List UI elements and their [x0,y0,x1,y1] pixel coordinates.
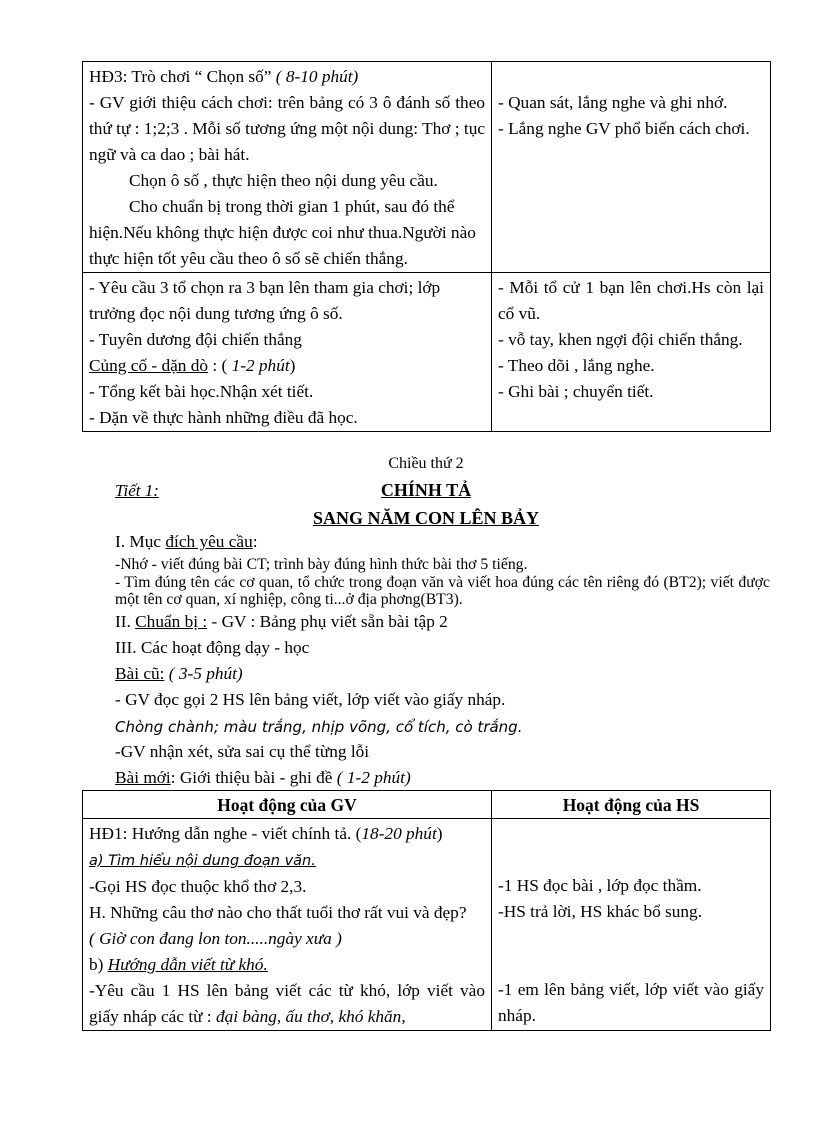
activity-table-top [82,61,771,432]
activities-heading: III. Các hoạt động dạy - học [115,638,310,657]
student-text: - Mỗi tổ cử 1 bạn lên chơi.Hs còn lại cổ vũ. [498,278,764,323]
goal-item: -Nhớ - viết đúng bài CT; trình bày đúng hình thức bài thơ 5 tiếng. [115,556,528,573]
teacher-text: - Tổng kết bài học.Nhận xét tiết. [89,382,314,401]
table-row [83,819,771,1031]
teacher-text: -Yêu cầu 1 HS lên bảng viết các từ khó, lớp viết vào giấy nháp các từ : đại bàng, ấu thơ, khó khăn, [89,981,485,1026]
goal-item: - Tìm đúng tên các cơ quan, tổ chức trong đoạn văn và viết hoa đúng các tên riêng đó (BT2); viết được một tên cơ quan, xí nghiệp, công ti...ở địa phơng(BT3). [115,574,770,608]
teacher-text: -Gọi HS đọc thuộc khổ thơ 2,3. [89,877,307,896]
old-lesson-text: - GV đọc gọi 2 HS lên bảng viết, lớp viết vào giấy nháp. [115,690,506,709]
activity-table-bottom [82,790,771,1031]
teacher-text: - Yêu cầu 3 tổ chọn ra 3 bạn lên tham gia chơi; lớp trưởng đọc nội dung tương ứng ô số. [89,278,441,323]
student-text [498,925,764,951]
teacher-cell [83,819,492,1031]
subject-title: CHÍNH TẢ [380,480,472,500]
old-lesson-text: -GV nhận xét, sửa sai cụ thể từng lỗi [115,742,370,761]
teacher-text: Cho chuẩn bị trong thời gian 1 phút, sau đó thể hiện.Nếu không thực hiện được coi như thua.Người nào thực hiện tốt yêu cầu theo ô số sẽ chiến thắng. [89,197,476,268]
lesson-title: SANG NĂM CON LÊN BẢY [312,508,539,528]
student-text: -1 HS đọc bài , lớp đọc thầm. [498,876,702,895]
summary-heading: Củng cố - dặn dò : ( 1-2 phút) [89,356,296,375]
student-text: - Ghi bài ; chuyển tiết. [498,382,654,401]
activity-heading: HĐ1: Hướng dẫn nghe - viết chính tả. (18-20 phút) [89,824,443,843]
student-text: - vỗ tay, khen ngợi đội chiến thắng. [498,330,743,349]
answer-hint: ( Giờ con đang lon ton.....ngày xưa ) [89,929,342,948]
new-lesson-heading: Bài mới: Giới thiệu bài - ghi đề ( 1-2 phút) [115,768,411,787]
teacher-text: - Dặn về thực hành những điều đã học. [89,408,358,427]
student-text: -1 em lên bảng viết, lớp viết vào giấy nháp. [498,980,764,1025]
student-text: - Lắng nghe GV phổ biến cách chơi. [498,119,750,138]
column-header: Hoạt động của GV [83,791,492,819]
table-row [83,273,771,432]
student-text: -HS trả lời, HS khác bổ sung. [498,902,703,921]
preparation: II. Chuẩn bị : - GV : Bảng phụ viết sẵn bài tập 2 [115,612,448,631]
teacher-cell [83,62,492,273]
student-text [498,64,764,90]
subsection-heading: b) Hướng dẫn viết từ khó. [89,955,268,974]
dictation-words: Chòng chành; màu trắng, nhịp võng, cổ tích, cò trắng. [115,718,523,736]
student-cell [492,819,771,1031]
subsection-heading: a) Tìm hiểu nội dung đoạn văn. [89,853,316,869]
teacher-text: - Tuyên dương đội chiến thắng [89,330,302,349]
student-cell [492,273,771,432]
lesson-label: Tiết 1: [115,481,159,500]
teacher-cell [83,273,492,432]
student-text: - Theo dõi , lắng nghe. [498,356,655,375]
student-text [498,821,764,847]
student-text [498,951,764,977]
teacher-text: - GV giới thiệu cách chơi: trên bảng có 3 ô đánh số theo thứ tự : 1;2;3 . Mỗi số tương ứng một nội dung: Thơ ; tục ngữ và ca dao ; bài hát. [89,93,485,164]
column-header: Hoạt động của HS [492,791,771,819]
old-lesson-heading: Bài cũ: ( 3-5 phút) [115,664,243,683]
session-label: Chiều thứ 2 [388,455,464,472]
teacher-text: H. Những câu thơ nào cho thất tuổi thơ rất vui và đẹp? [89,903,467,922]
table-header-row [83,791,771,819]
student-text [498,847,764,873]
teacher-text: Chọn ô số , thực hiện theo nội dung yêu cầu. [129,171,438,190]
student-text: - Quan sát, lắng nghe và ghi nhớ. [498,93,728,112]
table-row [83,62,771,273]
activity-heading: HĐ3: Trò chơi “ Chọn số” ( 8-10 phút) [89,67,359,86]
student-cell [492,62,771,273]
goals-heading: I. Mục đích yêu cầu: [115,532,258,551]
